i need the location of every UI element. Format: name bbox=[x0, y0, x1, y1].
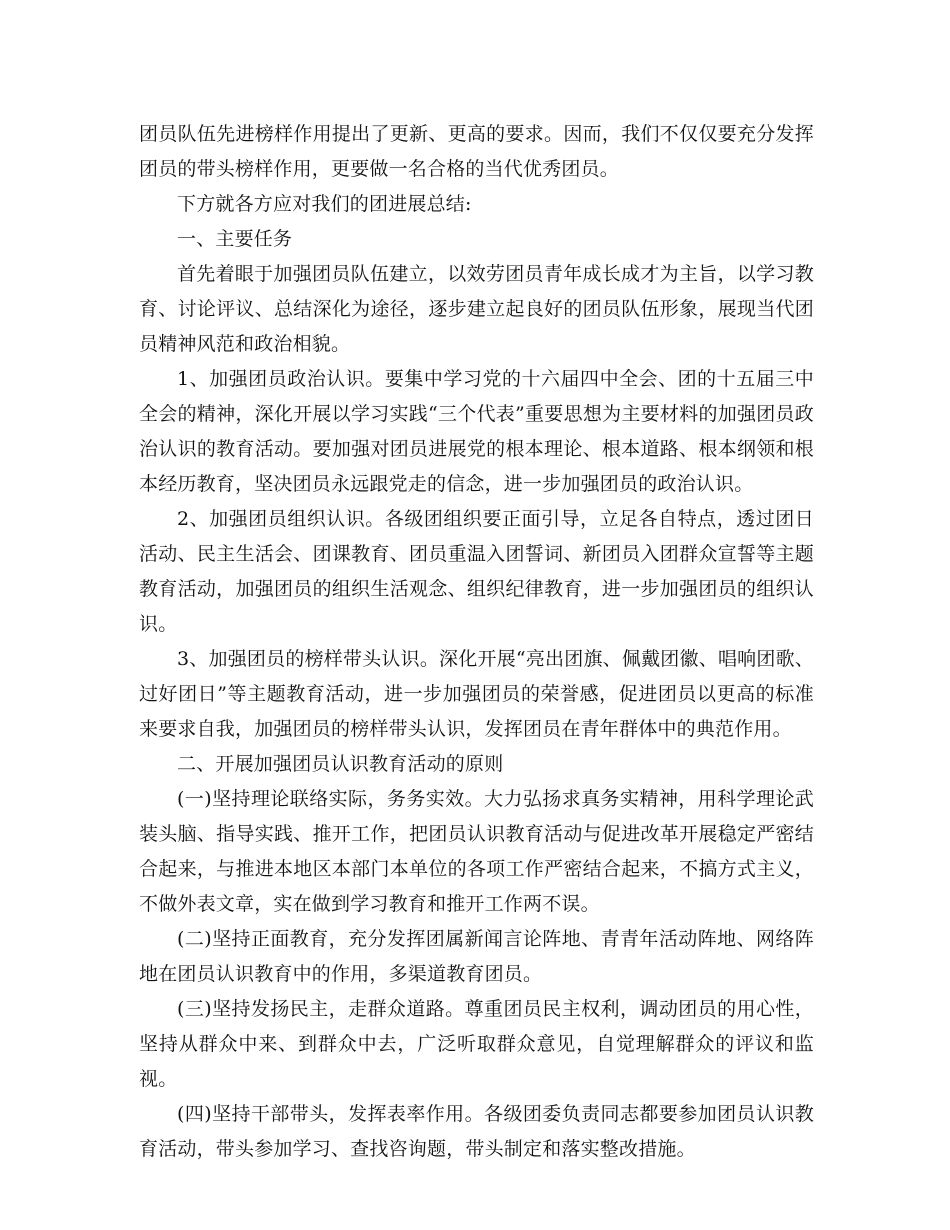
section-heading-main-tasks: 一、主要任务 bbox=[177, 228, 293, 250]
paragraph-principle-3: (三)坚持发扬民主，走群众道路。尊重团员民主权利，调动团员的用心性，坚持从群众中来、到群众中去，广泛听取群众意见，自觉理解群众的评议和监视。 bbox=[139, 998, 814, 1090]
document-body bbox=[139, 117, 814, 1167]
paragraph-principle-2: (二)坚持正面教育，充分发挥团属新闻言论阵地、青青年活动阵地、网络阵地在团员认识教育中的作用，多渠道教育团员。 bbox=[139, 928, 814, 985]
paragraph-4: 首先着眼于加强团员队伍建立，以效劳团员青年成长成才为主旨，以学习教育、讨论评议、总结深化为途径，逐步建立起良好的团员队伍形象，展现当代团员精神风范和政治相貌。 bbox=[139, 263, 814, 355]
paragraph-principle-1: (一)坚持理论联络实际，务务实效。大力弘扬求真务实精神，用科学理论武装头脑、指导实践、推开工作，把团员认识教育活动与促进改革开展稳定严密结合起来，与推进本地区本部门本单位的各项工作严密结合起来，不搞方式主义，不做外表文章，实在做到学习教育和推开工作两不误。 bbox=[139, 788, 814, 915]
paragraph-political-awareness: 1、加强团员政治认识。要集中学习党的十六届四中全会、团的十五届三中全会的精神，深化开展以学习实践“三个代表”重要思想为主要材料的加强团员政治认识的教育活动。要加强对团员进展党的根本理论、根本道路、根本纲领和根本经历教育，坚决团员永远跟党走的信念，进一步加强团员的政治认识。 bbox=[139, 368, 814, 495]
section-heading-principles: 二、开展加强团员认识教育活动的原则 bbox=[177, 753, 504, 775]
paragraph-principle-4: (四)坚持干部带头，发挥表率作用。各级团委负责同志都要参加团员认识教育活动，带头参加学习、查找咨询题，带头制定和落实整改措施。 bbox=[139, 1103, 814, 1160]
paragraph-organization-awareness: 2、加强团员组织认识。各级团组织要正面引导，立足各自特点，透过团日活动、民主生活会、团课教育、团员重温入团誓词、新团员入团群众宣誓等主题教育活动，加强团员的组织生活观念、组织纪律教育，进一步加强团员的组织认识。 bbox=[139, 508, 814, 635]
paragraph-2: 下方就各方应对我们的团进展总结: bbox=[177, 193, 472, 215]
paragraph-1: 团员队伍先进榜样作用提出了更新、更高的要求。因而，我们不仅仅要充分发挥团员的带头榜样作用，更要做一名合格的当代优秀团员。 bbox=[139, 123, 814, 180]
paragraph-role-model-awareness: 3、加强团员的榜样带头认识。深化开展“亮出团旗、佩戴团徽、唱响团歌、过好团日”等主题教育活动，进一步加强团员的荣誉感，促进团员以更高的标准来要求自我，加强团员的榜样带头认识，发挥团员在青年群体中的典范作用。 bbox=[139, 648, 814, 740]
